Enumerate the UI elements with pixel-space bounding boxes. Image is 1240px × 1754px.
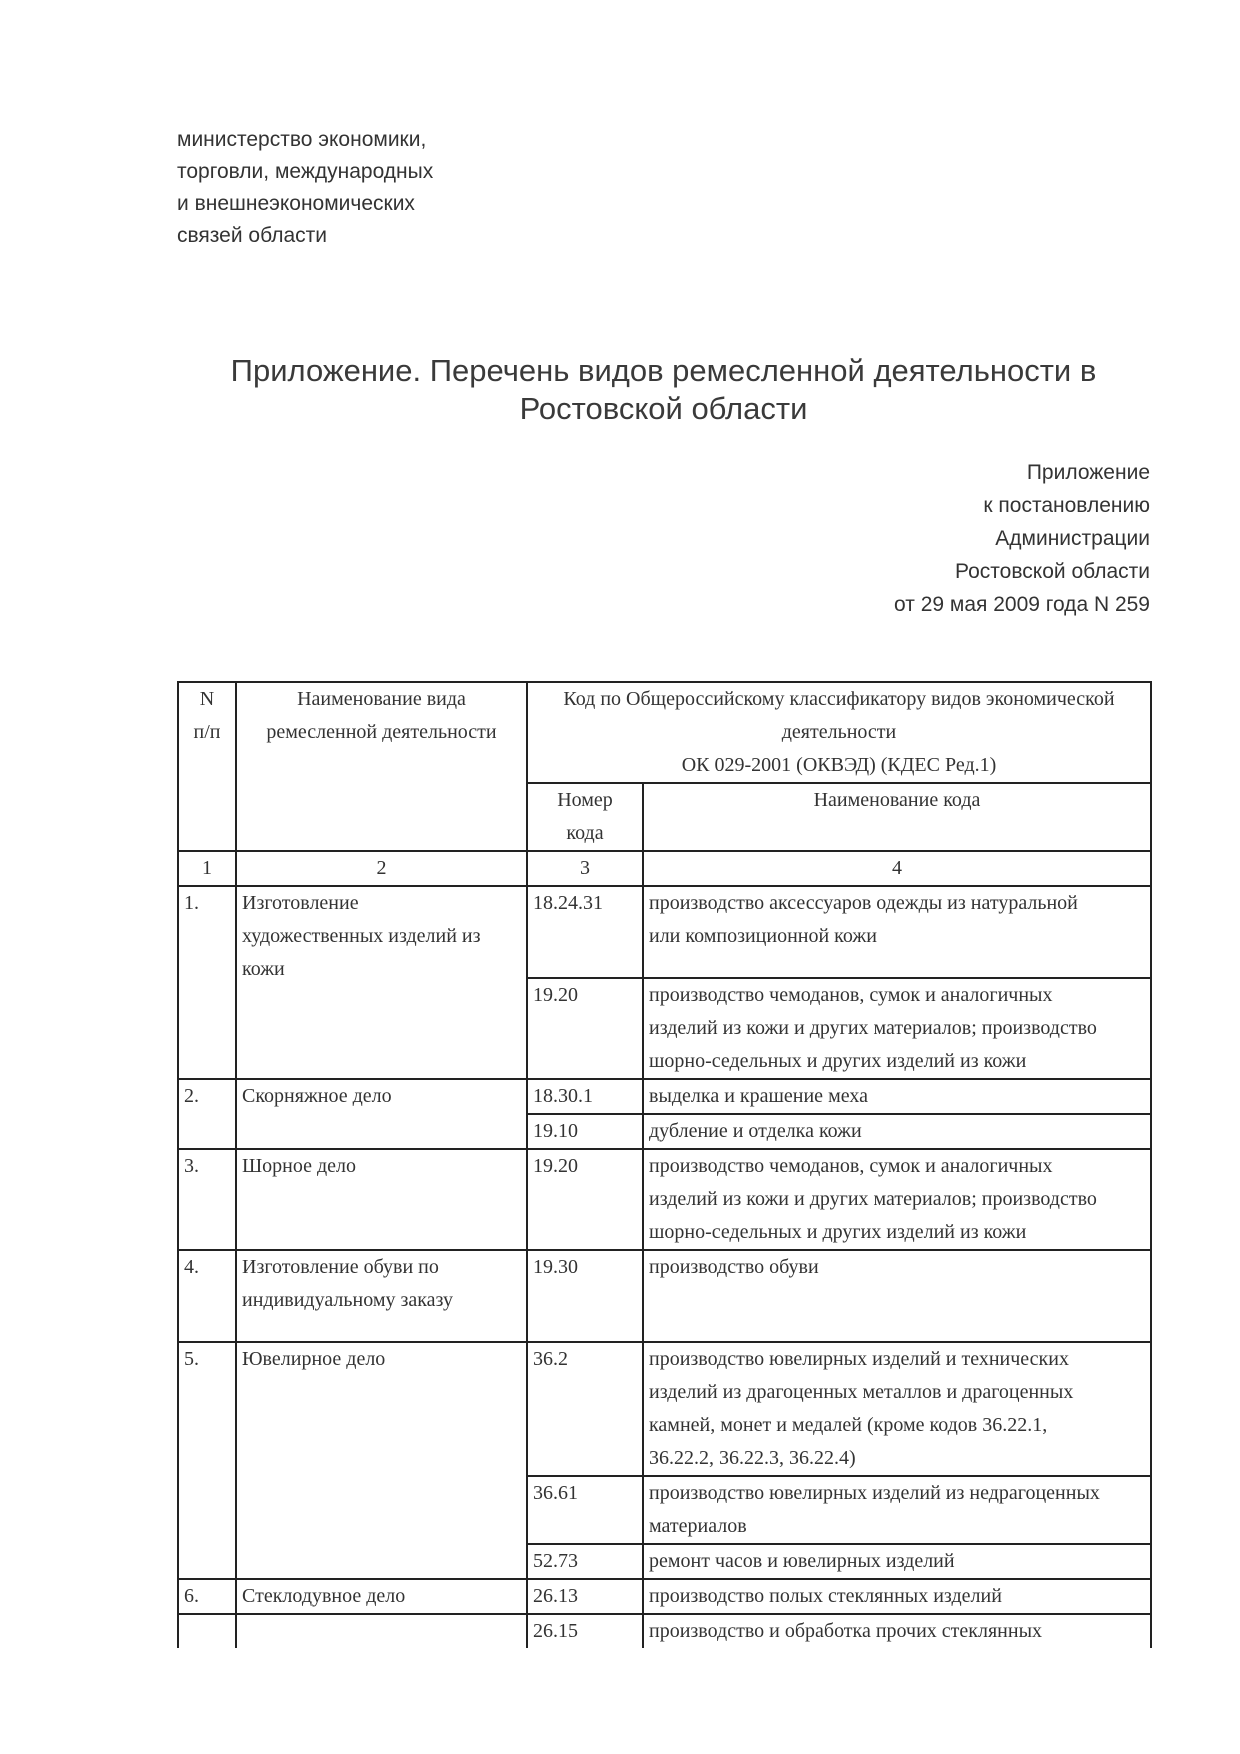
activity-name-line: Скорняжное дело bbox=[242, 1085, 392, 1107]
code-number: 19.30 bbox=[533, 1256, 578, 1278]
column-number: 2 bbox=[236, 851, 527, 886]
code-description-line: ремонт часов и ювелирных изделий bbox=[649, 1550, 955, 1572]
row-number-cell bbox=[178, 1342, 236, 1579]
code-description-cell bbox=[643, 1614, 1151, 1648]
header-code-num-line: Номер bbox=[557, 789, 613, 811]
code-number-cell bbox=[527, 886, 643, 978]
table-row bbox=[178, 1250, 1151, 1342]
header-code-group-line: деятельности bbox=[781, 721, 897, 743]
appendix-line: Ростовской области bbox=[955, 560, 1150, 583]
header-code-group-cell bbox=[527, 682, 1151, 783]
activity-name-cell bbox=[236, 1149, 527, 1250]
row-number: 5. bbox=[184, 1348, 199, 1370]
code-description-line: камней, монет и медалей (кроме кодов 36.22.1, bbox=[649, 1414, 1048, 1436]
code-description-line: производство ювелирных изделий из недрагоценных bbox=[649, 1482, 1100, 1504]
activity-name-cell bbox=[236, 1342, 527, 1579]
code-number: 18.30.1 bbox=[533, 1085, 593, 1107]
code-number-cell bbox=[527, 1342, 643, 1476]
header-num-line: N bbox=[199, 688, 215, 710]
code-number: 18.24.31 bbox=[533, 892, 603, 914]
code-description-line: изделий из кожи и других материалов; производство bbox=[649, 1188, 1097, 1210]
appendix-line: от 29 мая 2009 года N 259 bbox=[894, 593, 1150, 616]
code-number-cell bbox=[527, 1544, 643, 1579]
code-number: 36.2 bbox=[533, 1348, 568, 1370]
activity-name-cell bbox=[236, 1614, 527, 1648]
row-number: 6. bbox=[184, 1585, 199, 1607]
activity-name-line: индивидуальному заказу bbox=[242, 1289, 454, 1311]
code-number-cell bbox=[527, 1114, 643, 1149]
activity-name-cell bbox=[236, 886, 527, 1079]
code-description-line: изделий из кожи и других материалов; производство bbox=[649, 1017, 1097, 1039]
row-number: 3. bbox=[184, 1155, 199, 1177]
code-description-cell bbox=[643, 1250, 1151, 1342]
row-number: 1. bbox=[184, 892, 199, 914]
header-num-line: п/п bbox=[193, 721, 221, 743]
code-description-line: выделка и крашение меха bbox=[649, 1085, 868, 1107]
code-number: 36.61 bbox=[533, 1482, 578, 1504]
code-description-cell bbox=[643, 1544, 1151, 1579]
header-code-group-line: ОК 029-2001 (ОКВЭД) (КДЕС Ред.1) bbox=[681, 754, 997, 776]
activity-name-cell bbox=[236, 1250, 527, 1342]
activity-name-line: Ювелирное дело bbox=[242, 1348, 386, 1370]
code-description-line: шорно-седельных и других изделий из кожи bbox=[649, 1221, 1027, 1243]
code-number: 26.15 bbox=[533, 1620, 578, 1642]
row-number-cell bbox=[178, 1614, 236, 1648]
code-description-line: производство аксессуаров одежды из натуральной bbox=[649, 892, 1078, 914]
header-code-name-cell bbox=[643, 783, 1151, 851]
document-title bbox=[177, 352, 1150, 428]
code-description-cell bbox=[643, 978, 1151, 1079]
code-description-cell bbox=[643, 1114, 1151, 1149]
crafts-table bbox=[177, 681, 1152, 1648]
row-number-cell bbox=[178, 1250, 236, 1342]
code-description-line: шорно-седельных и других изделий из кожи bbox=[649, 1050, 1027, 1072]
org-line: торговли, международных bbox=[177, 160, 434, 183]
code-description-line: производство чемоданов, сумок и аналогичных bbox=[649, 984, 1053, 1006]
activity-name-line: художественных изделий из bbox=[242, 925, 481, 947]
activity-name-line: Шорное дело bbox=[242, 1155, 357, 1177]
header-code-num-cell bbox=[527, 783, 643, 851]
table-row bbox=[178, 1579, 1151, 1614]
row-number-cell bbox=[178, 1149, 236, 1250]
org-line: и внешнеэкономических bbox=[177, 192, 415, 215]
column-number: 1 bbox=[178, 851, 236, 886]
activity-name-line: Изготовление bbox=[242, 892, 359, 914]
code-number: 19.10 bbox=[533, 1120, 578, 1142]
header-num-cell bbox=[178, 682, 236, 851]
code-description-line: или композиционной кожи bbox=[649, 925, 877, 947]
org-line: министерство экономики, bbox=[177, 128, 427, 151]
activity-name-line: Изготовление обуви по bbox=[242, 1256, 439, 1278]
table-row bbox=[178, 1614, 1151, 1648]
activity-name-line: Стеклодувное дело bbox=[242, 1585, 406, 1607]
row-number: 2. bbox=[184, 1085, 199, 1107]
table-row bbox=[178, 1149, 1151, 1250]
table-row bbox=[178, 1079, 1151, 1114]
org-header bbox=[177, 124, 433, 252]
header-row bbox=[178, 682, 1151, 783]
code-number-cell bbox=[527, 1579, 643, 1614]
code-number: 19.20 bbox=[533, 1155, 578, 1177]
code-description-line: производство обуви bbox=[649, 1256, 819, 1278]
appendix-reference bbox=[894, 456, 1150, 621]
code-description-line: производство и обработка прочих стеклянных bbox=[649, 1620, 1043, 1642]
activity-name-cell bbox=[236, 1579, 527, 1614]
code-number-cell bbox=[527, 1149, 643, 1250]
code-description-line: изделий из драгоценных металлов и драгоценных bbox=[649, 1381, 1074, 1403]
column-number-row bbox=[178, 851, 1151, 886]
code-description-cell bbox=[643, 1476, 1151, 1544]
header-name-line: Наименование вида bbox=[297, 688, 466, 710]
code-number-cell bbox=[527, 978, 643, 1079]
code-number-cell bbox=[527, 1250, 643, 1342]
header-name-cell bbox=[236, 682, 527, 851]
code-number: 26.13 bbox=[533, 1585, 578, 1607]
table-body bbox=[178, 682, 1151, 1648]
table-row bbox=[178, 886, 1151, 978]
row-number: 4. bbox=[184, 1256, 199, 1278]
column-number: 4 bbox=[643, 851, 1151, 886]
code-description-line: материалов bbox=[649, 1515, 747, 1537]
row-number-cell bbox=[178, 886, 236, 1079]
header-code-group-line: Код по Общероссийскому классификатору видов экономической bbox=[563, 688, 1115, 710]
code-description-line: производство полых стеклянных изделий bbox=[649, 1585, 1002, 1607]
activity-name-cell bbox=[236, 1079, 527, 1149]
org-line: связей области bbox=[177, 224, 327, 247]
code-description-line: 36.22.2, 36.22.3, 36.22.4) bbox=[649, 1447, 856, 1469]
row-number-cell bbox=[178, 1079, 236, 1149]
code-description-cell bbox=[643, 1149, 1151, 1250]
appendix-line: Администрации bbox=[995, 527, 1150, 550]
code-description-cell bbox=[643, 1079, 1151, 1114]
header-name-line: ремесленной деятельности bbox=[266, 721, 497, 743]
code-number-cell bbox=[527, 1079, 643, 1114]
activity-name-line: кожи bbox=[242, 958, 285, 980]
title-line: Приложение. Перечень видов ремесленной деятельности в bbox=[230, 353, 1097, 388]
code-number: 52.73 bbox=[533, 1550, 578, 1572]
code-description-line: производство ювелирных изделий и технических bbox=[649, 1348, 1069, 1370]
code-number-cell bbox=[527, 1476, 643, 1544]
row-number-cell bbox=[178, 1579, 236, 1614]
header-code-num-line: кода bbox=[566, 822, 604, 844]
appendix-line: Приложение bbox=[1026, 461, 1150, 484]
code-description-cell bbox=[643, 1579, 1151, 1614]
code-number-cell bbox=[527, 1614, 643, 1648]
column-number: 3 bbox=[527, 851, 643, 886]
code-description-line: дубление и отделка кожи bbox=[649, 1120, 862, 1142]
title-line: Ростовской области bbox=[519, 391, 808, 426]
code-description-cell bbox=[643, 886, 1151, 978]
appendix-line: к постановлению bbox=[983, 494, 1150, 517]
table-row bbox=[178, 1342, 1151, 1476]
code-description-cell bbox=[643, 1342, 1151, 1476]
header-code-name: Наименование кода bbox=[813, 789, 981, 811]
code-description-line: производство чемоданов, сумок и аналогичных bbox=[649, 1155, 1053, 1177]
code-number: 19.20 bbox=[533, 984, 578, 1006]
